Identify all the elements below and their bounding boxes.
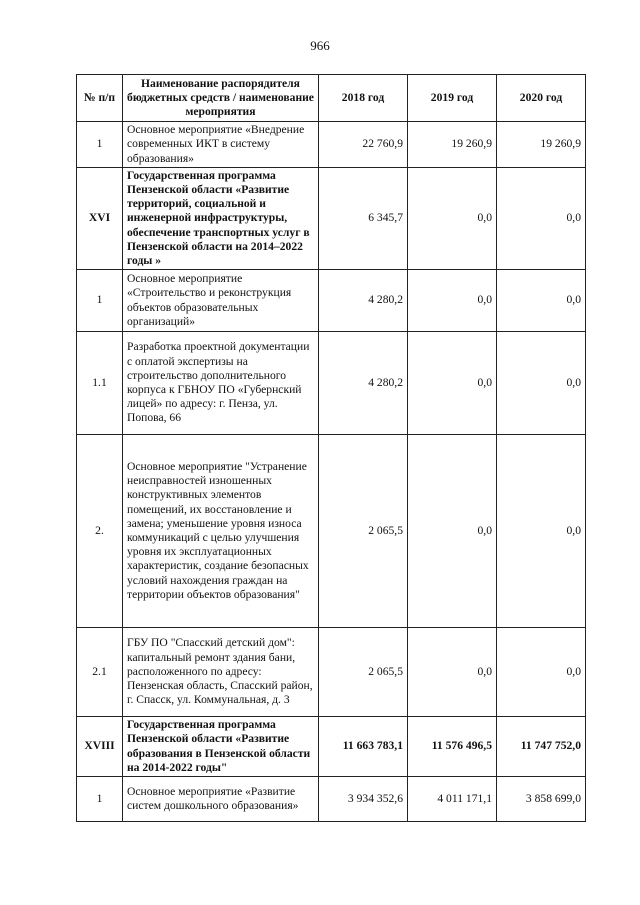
row-2019: 0,0	[408, 168, 497, 270]
row-2018: 2 065,5	[319, 628, 408, 717]
row-2020: 0,0	[497, 628, 586, 717]
row-2019: 19 260,9	[408, 122, 497, 168]
header-2020: 2020 год	[497, 75, 586, 122]
table-row	[77, 332, 586, 435]
row-2020: 0,0	[497, 332, 586, 435]
row-num: XVI	[77, 168, 123, 270]
row-num: 1	[77, 122, 123, 168]
header-2019: 2019 год	[408, 75, 497, 122]
row-2020: 0,0	[497, 270, 586, 332]
budget-table	[76, 74, 586, 822]
row-2018: 4 280,2	[319, 332, 408, 435]
header-2018: 2018 год	[319, 75, 408, 122]
row-2020: 0,0	[497, 168, 586, 270]
table-row	[77, 168, 586, 270]
row-2019: 0,0	[408, 332, 497, 435]
row-2018: 6 345,7	[319, 168, 408, 270]
row-2018: 2 065,5	[319, 435, 408, 628]
row-2019: 11 576 496,5	[408, 717, 497, 777]
row-name: Разработка проектной документации с оплатой экспертизы на строительство дополнительного корпуса к ГБНОУ ПО «Губернский лицей» по адресу: г. Пенза, ул. Попова, 66	[123, 332, 319, 435]
row-num: XVIII	[77, 717, 123, 777]
row-num: 2.1	[77, 628, 123, 717]
row-num: 2.	[77, 435, 123, 628]
table-row	[77, 270, 586, 332]
row-name: Государственная программа Пензенской области «Развитие территорий, социальной и инженерной инфраструктуры, обеспечение транспортных услуг в Пензенской области на 2014–2022 годы »	[123, 168, 319, 270]
row-2020: 19 260,9	[497, 122, 586, 168]
row-2019: 0,0	[408, 628, 497, 717]
row-name: Основное мероприятие «Строительство и реконструкция объектов образовательных организаций»	[123, 270, 319, 332]
table-row	[77, 435, 586, 628]
row-2018: 3 934 352,6	[319, 777, 408, 822]
row-2020: 0,0	[497, 435, 586, 628]
row-2018: 22 760,9	[319, 122, 408, 168]
row-2018: 11 663 783,1	[319, 717, 408, 777]
table-header-row	[77, 75, 586, 122]
row-num: 1	[77, 777, 123, 822]
row-2019: 0,0	[408, 435, 497, 628]
table-row	[77, 122, 586, 168]
table-row	[77, 777, 586, 822]
header-name: Наименование распорядителя бюджетных средств / наименование мероприятия	[123, 75, 319, 122]
row-2020: 3 858 699,0	[497, 777, 586, 822]
row-name: Основное мероприятие "Устранение неисправностей изношенных конструктивных элементов помещений, их восстановление и замена; уменьшение уровня износа коммуникаций с целью улучшения уровня их эксплуатационных характеристик, создание безопасных условий нахождения граждан на территории объектов образования"	[123, 435, 319, 628]
row-num: 1	[77, 270, 123, 332]
page-number: 966	[310, 38, 330, 53]
row-name: Основное мероприятие «Развитие систем дошкольного образования»	[123, 777, 319, 822]
table-row	[77, 717, 586, 777]
row-name: Основное мероприятие «Внедрение современных ИКТ в систему образования»	[123, 122, 319, 168]
row-2018: 4 280,2	[319, 270, 408, 332]
row-2019: 0,0	[408, 270, 497, 332]
table-row	[77, 628, 586, 717]
row-num: 1.1	[77, 332, 123, 435]
row-name: Государственная программа Пензенской области «Развитие образования в Пензенской области на 2014-2022 годы"	[123, 717, 319, 777]
row-2020: 11 747 752,0	[497, 717, 586, 777]
row-name: ГБУ ПО "Спасский детский дом": капитальный ремонт здания бани, расположенного по адресу: Пензенская область, Спасский район, г. Спасск, ул. Коммунальная, д. 3	[123, 628, 319, 717]
row-2019: 4 011 171,1	[408, 777, 497, 822]
header-num: № п/п	[77, 75, 123, 122]
